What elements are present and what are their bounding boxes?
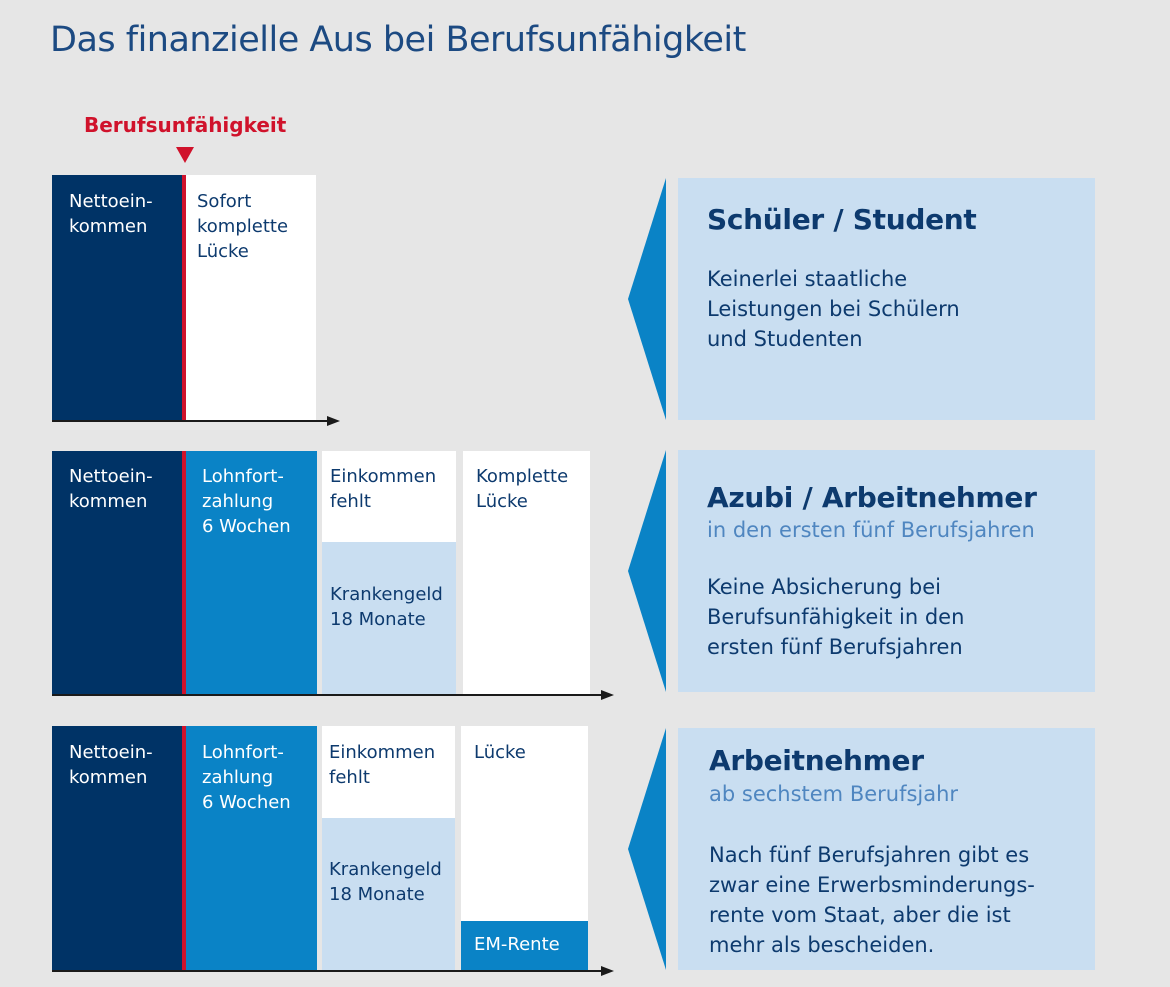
gap-label: Lücke xyxy=(474,742,526,763)
income-missing-label: Einkommen fehlt xyxy=(330,466,437,512)
time-axis xyxy=(52,420,328,422)
sick-pay-label: Krankengeld 18 Monate xyxy=(330,584,443,630)
axis-arrow-icon xyxy=(327,416,340,426)
panel-heading: Arbeitnehmer xyxy=(709,744,924,777)
sick-pay-label: Krankengeld 18 Monate xyxy=(329,859,442,905)
chevron-left-icon xyxy=(628,728,666,970)
time-axis xyxy=(52,970,603,972)
panel-subheading: in den ersten fünf Berufsjahren xyxy=(707,518,1035,542)
panel-employee xyxy=(678,728,1095,970)
disability-marker-label: Berufsunfähigkeit xyxy=(84,113,287,137)
panel-body: Keinerlei staatliche Leistungen bei Schülern und Studenten xyxy=(707,267,960,351)
chevron-left-icon xyxy=(628,178,666,420)
chevron-left-icon xyxy=(628,450,666,692)
panel-heading: Schüler / Student xyxy=(707,203,977,236)
axis-arrow-icon xyxy=(601,966,614,976)
wage-continuation-label: Lohnfort- zahlung 6 Wochen xyxy=(202,742,291,813)
down-triangle-icon xyxy=(176,147,194,163)
complete-gap-label: Komplette Lücke xyxy=(476,466,569,512)
panel-student xyxy=(678,178,1095,420)
time-axis xyxy=(52,694,603,696)
net-income-label: Nettoein- kommen xyxy=(69,466,153,512)
panel-trainee xyxy=(678,450,1095,692)
panel-heading: Azubi / Arbeitnehmer xyxy=(707,481,1037,514)
page-title: Das finanzielle Aus bei Berufsunfähigkeit xyxy=(50,20,746,60)
panel-body: Keine Absicherung bei Berufsunfähigkeit in den ersten fünf Berufsjahren xyxy=(707,575,965,659)
income-missing-label: Einkommen fehlt xyxy=(329,742,436,788)
wage-continuation-label: Lohnfort- zahlung 6 Wochen xyxy=(202,466,291,537)
net-income-label: Nettoein- kommen xyxy=(69,742,153,788)
em-pension-label: EM-Rente xyxy=(474,934,560,955)
net-income-label: Nettoein- kommen xyxy=(69,191,153,237)
panel-body: Nach fünf Berufsjahren gibt es zwar eine Erwerbsminderungs- rente vom Staat, aber die ist mehr als bescheiden. xyxy=(709,843,1035,957)
axis-arrow-icon xyxy=(601,690,614,700)
gap-label: Sofort komplette Lücke xyxy=(197,191,289,262)
panel-subheading: ab sechstem Berufsjahr xyxy=(709,782,959,806)
